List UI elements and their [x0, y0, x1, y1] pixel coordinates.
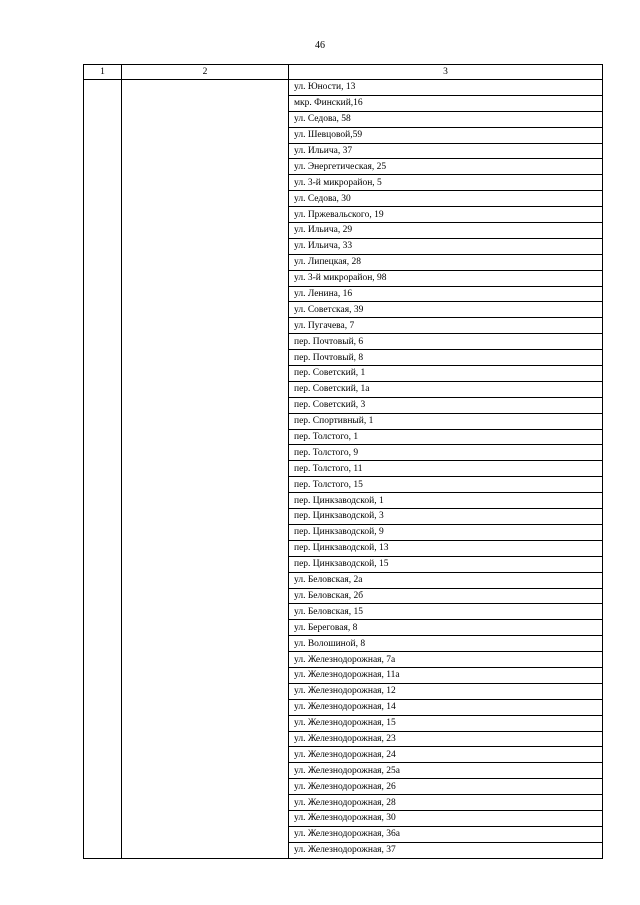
address-cell: ул. Железнодорожная, 28 [289, 795, 603, 811]
address-cell: ул. Железнодорожная, 26 [289, 779, 603, 795]
table-row [84, 80, 603, 96]
column-header-1: 1 [84, 65, 122, 80]
address-cell: ул. Железнодорожная, 24 [289, 747, 603, 763]
address-cell: ул. Железнодорожная, 37 [289, 842, 603, 858]
address-cell: ул. Железнодорожная, 15 [289, 715, 603, 731]
address-cell: ул. Железнодорожная, 30 [289, 810, 603, 826]
address-cell: ул. Железнодорожная, 14 [289, 699, 603, 715]
address-cell: ул. Ленина, 16 [289, 286, 603, 302]
address-cell: пер. Цинкзаводской, 9 [289, 524, 603, 540]
address-cell: пер. Цинкзаводской, 15 [289, 556, 603, 572]
address-cell: ул. Юности, 13 [289, 80, 603, 96]
address-cell: ул. Железнодорожная, 23 [289, 731, 603, 747]
address-cell: ул. Пржевальского, 19 [289, 207, 603, 223]
address-cell: ул. Железнодорожная, 12 [289, 683, 603, 699]
address-cell: пер. Советский, 1а [289, 381, 603, 397]
address-cell: пер. Цинкзаводской, 1 [289, 493, 603, 509]
address-cell: ул. Ильича, 37 [289, 143, 603, 159]
address-cell: ул. Седова, 30 [289, 191, 603, 207]
address-cell: пер. Цинкзаводской, 3 [289, 509, 603, 525]
address-cell: ул. Железнодорожная, 25а [289, 763, 603, 779]
address-cell: пер. Почтовый, 8 [289, 350, 603, 366]
page-number: 46 [315, 40, 325, 51]
address-cell: пер. Почтовый, 6 [289, 334, 603, 350]
address-cell: ул. Ильича, 33 [289, 238, 603, 254]
address-cell: ул. Береговая, 8 [289, 620, 603, 636]
address-cell: ул. Советская, 39 [289, 302, 603, 318]
address-cell: ул. Железнодорожная, 11а [289, 667, 603, 683]
address-cell: пер. Толстого, 11 [289, 461, 603, 477]
address-cell: пер. Цинкзаводской, 13 [289, 540, 603, 556]
address-cell: мкр. Финский,16 [289, 95, 603, 111]
address-cell: ул. Беловская, 2а [289, 572, 603, 588]
address-cell: ул. Железнодорожная, 7а [289, 652, 603, 668]
address-cell: ул. Беловская, 15 [289, 604, 603, 620]
address-cell: ул. Волошиной, 8 [289, 636, 603, 652]
column-2-cell [122, 80, 289, 859]
address-cell: пер. Толстого, 15 [289, 477, 603, 493]
table-body [84, 80, 603, 859]
address-cell: ул. Железнодорожная, 36а [289, 826, 603, 842]
address-table [83, 64, 603, 859]
address-cell: ул. Липецкая, 28 [289, 254, 603, 270]
address-cell: пер. Советский, 3 [289, 397, 603, 413]
header-row [84, 65, 603, 80]
column-header-2: 2 [122, 65, 289, 80]
address-cell: ул. Ильича, 29 [289, 223, 603, 239]
address-cell: ул. Беловская, 2б [289, 588, 603, 604]
address-cell: пер. Толстого, 9 [289, 445, 603, 461]
address-cell: ул. 3-й микрорайон, 98 [289, 270, 603, 286]
address-cell: ул. Седова, 58 [289, 111, 603, 127]
address-cell: пер. Советский, 1 [289, 366, 603, 382]
address-cell: ул. 3-й микрорайон, 5 [289, 175, 603, 191]
address-cell: пер. Спортивный, 1 [289, 413, 603, 429]
address-cell: ул. Энергетическая, 25 [289, 159, 603, 175]
address-cell: ул. Пугачева, 7 [289, 318, 603, 334]
address-cell: ул. Шевцовой,59 [289, 127, 603, 143]
column-1-cell [84, 80, 122, 859]
address-cell: пер. Толстого, 1 [289, 429, 603, 445]
column-header-3: 3 [289, 65, 603, 80]
